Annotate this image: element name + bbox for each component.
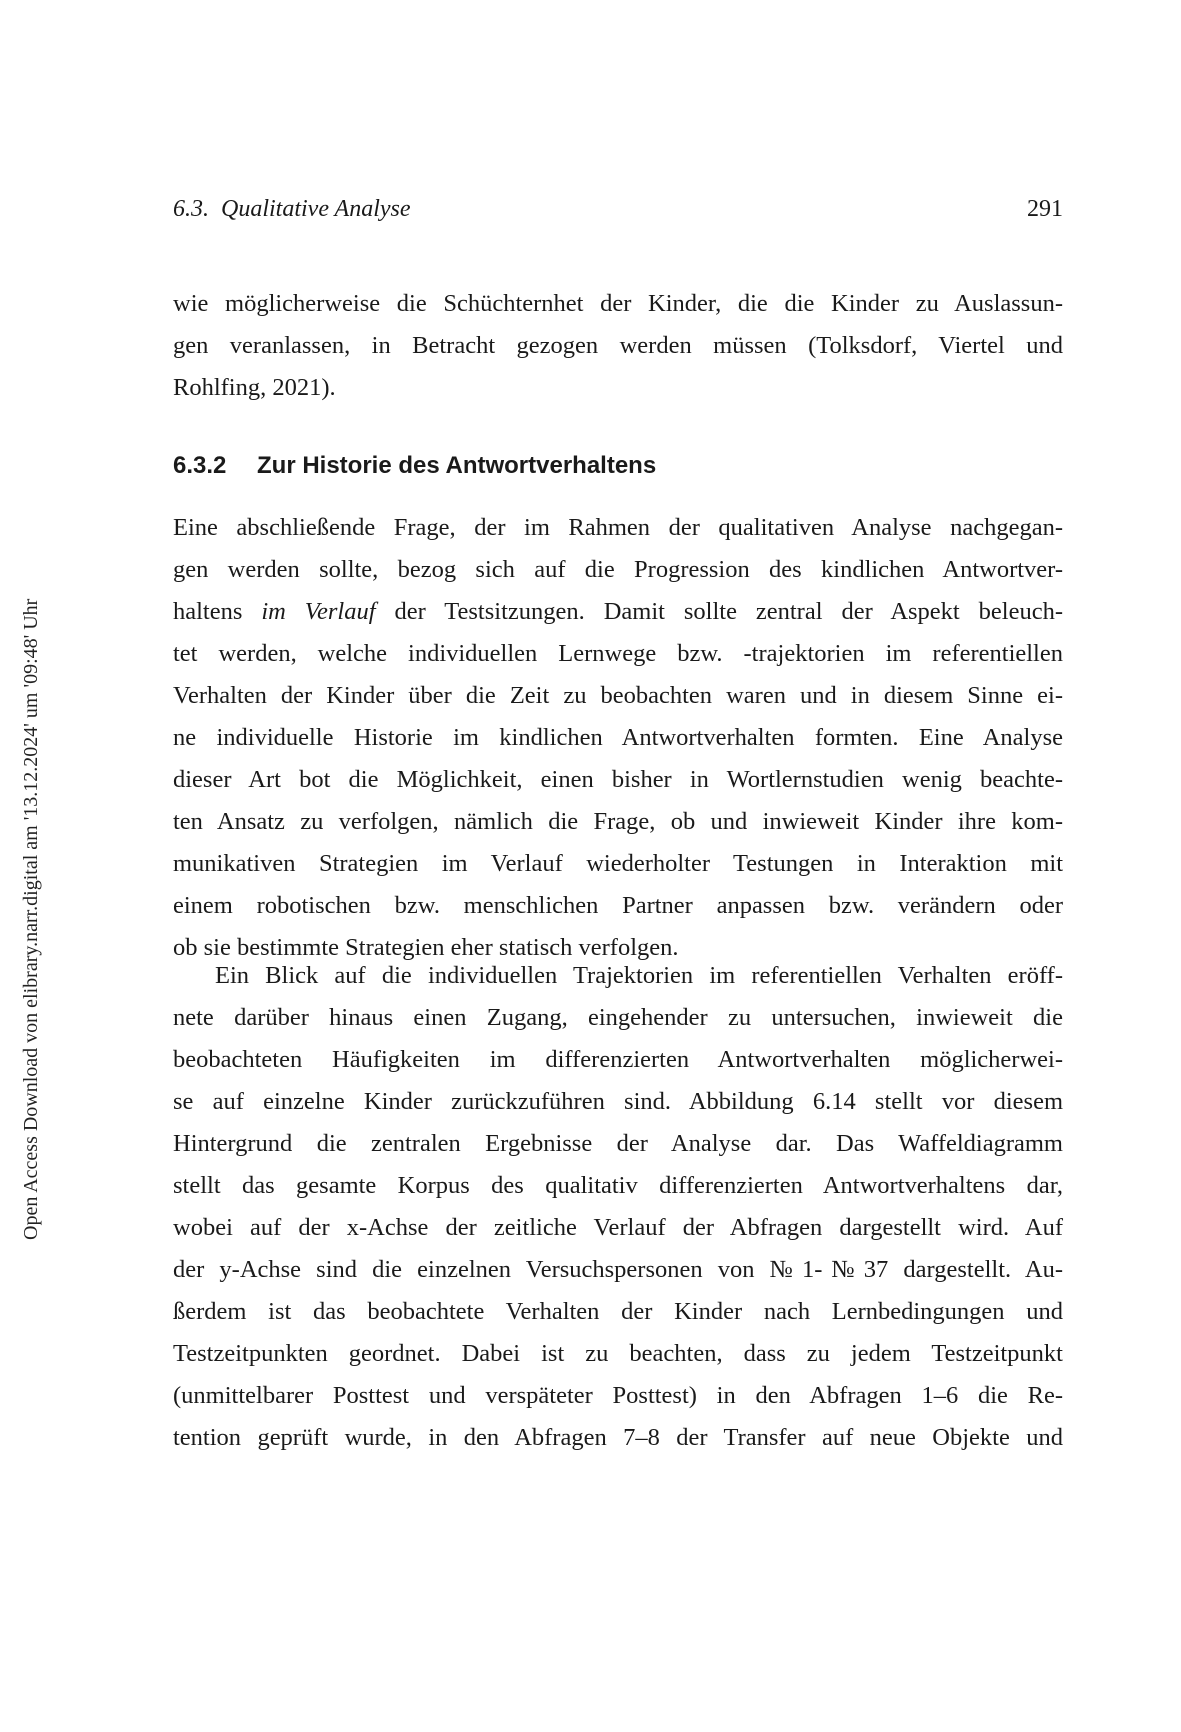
section-heading: [173, 452, 656, 480]
text-line: gen werden sollte, bezog sich auf die Progression des kindlichen Antwortver-: [173, 556, 1063, 583]
text-line: nete darüber hinaus einen Zugang, eingehender zu untersuchen, inwieweit die: [173, 1004, 1063, 1031]
text-line: ob sie bestimmte Strategien eher statisch verfolgen.: [173, 934, 679, 961]
text-line: ten Ansatz zu verfolgen, nämlich die Frage, ob und inwieweit Kinder ihre kom-: [173, 808, 1063, 835]
text-line: stellt das gesamte Korpus des qualitativ differenzierten Antwortverhaltens dar,: [173, 1172, 1063, 1199]
emphasis-im-verlauf: im Verlauf: [261, 598, 376, 625]
text-segment: der Testsitzungen. Damit sollte zentral der Aspekt beleuch-: [375, 598, 1063, 625]
text-line: wobei auf der x-Achse der zeitliche Verlauf der Abfragen dargestellt wird. Auf: [173, 1214, 1063, 1241]
text-line: (unmittelbarer Posttest und verspäteter Posttest) in den Abfragen 1–6 die Re-: [173, 1382, 1063, 1409]
download-watermark: Open Access Download von elibrary.narr.digital am '13.12.2024' um '09:48' Uhr: [20, 598, 42, 1240]
text-line: Eine abschließende Frage, der im Rahmen der qualitativen Analyse nachgegan-: [173, 514, 1063, 541]
text-line: Hintergrund die zentralen Ergebnisse der Analyse dar. Das Waffeldiagramm: [173, 1130, 1063, 1157]
paragraph-2: [173, 955, 1063, 1459]
text-line: dieser Art bot die Möglichkeit, einen bisher in Wortlernstudien wenig beachte-: [173, 766, 1063, 793]
text-line: tention geprüft wurde, in den Abfragen 7–8 der Transfer auf neue Objekte und: [173, 1424, 1063, 1451]
text-line: tet werden, welche individuellen Lernwege bzw. -trajektorien im referentiellen: [173, 640, 1063, 667]
text-line: gen veranlassen, in Betracht gezogen werden müssen (Tolksdorf, Viertel und: [173, 332, 1063, 359]
page-number: 291: [1027, 196, 1063, 222]
text-line: Rohlfing, 2021).: [173, 374, 336, 401]
text-line-with-emphasis: [173, 591, 1063, 633]
intro-paragraph: [173, 283, 1063, 409]
text-line: se auf einzelne Kinder zurückzuführen sind. Abbildung 6.14 stellt vor diesem: [173, 1088, 1063, 1115]
text-line: beobachteten Häufigkeiten im differenzierten Antwortverhalten möglicherwei-: [173, 1046, 1063, 1073]
text-line: ßerdem ist das beobachtete Verhalten der Kinder nach Lernbedingungen und: [173, 1298, 1063, 1325]
text-line: wie möglicherweise die Schüchternhet der Kinder, die die Kinder zu Auslassun-: [173, 290, 1063, 317]
text-line: der y-Achse sind die einzelnen Versuchspersonen von №1-№37 dargestellt. Au-: [173, 1256, 1063, 1283]
running-title: 6.3. Qualitative Analyse: [173, 196, 411, 222]
text-line: einem robotischen bzw. menschlichen Partner anpassen bzw. verändern oder: [173, 892, 1063, 919]
text-line: Testzeitpunkten geordnet. Dabei ist zu beachten, dass zu jedem Testzeitpunkt: [173, 1340, 1063, 1367]
text-line: ne individuelle Historie im kindlichen Antwortverhalten formten. Eine Analyse: [173, 724, 1063, 751]
running-head: [173, 196, 1063, 232]
text-segment: haltens: [173, 598, 262, 625]
text-line: Ein Blick auf die individuellen Trajektorien im referentiellen Verhalten eröff-: [215, 962, 1063, 989]
section-title: Zur Historie des Antwortverhaltens: [257, 452, 657, 479]
paragraph-1: [173, 507, 1063, 969]
text-line: Verhalten der Kinder über die Zeit zu beobachten waren und in diesem Sinne ei-: [173, 682, 1063, 709]
text-line: munikativen Strategien im Verlauf wiederholter Testungen in Interaktion mit: [173, 850, 1063, 877]
section-number: 6.3.2: [173, 452, 227, 479]
